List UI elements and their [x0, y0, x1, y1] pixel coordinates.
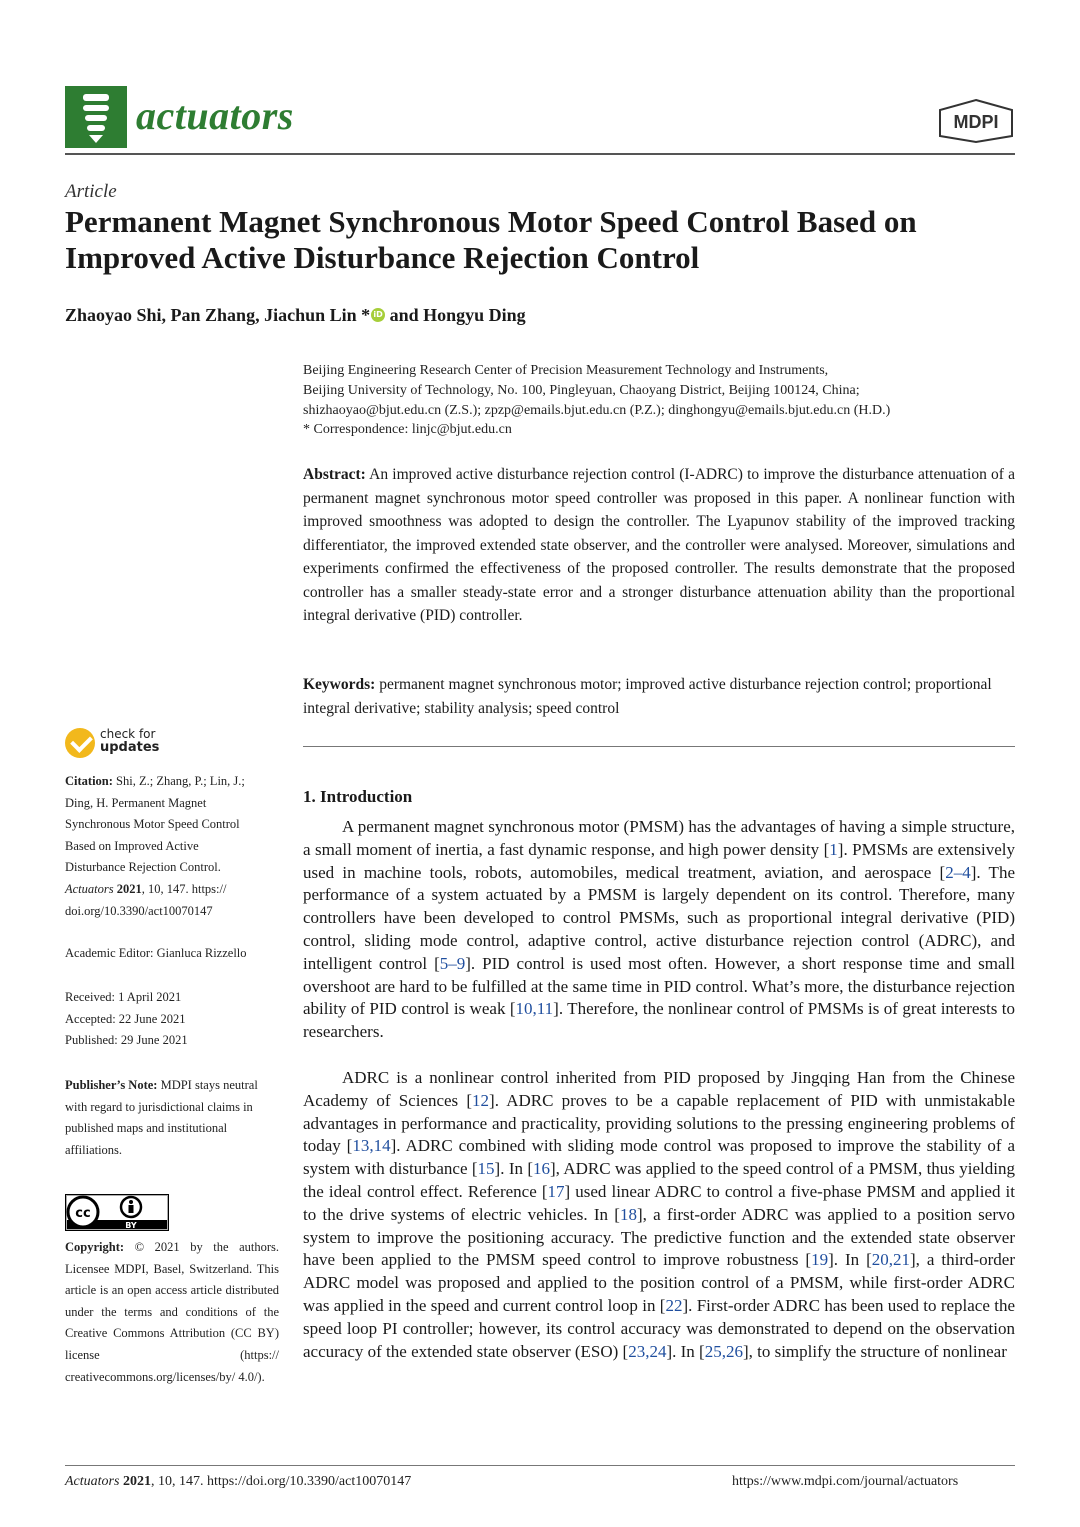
reference-link[interactable]: 10,11 — [515, 999, 554, 1019]
paragraph-text: ]. In [ — [494, 1159, 533, 1179]
footer-journal-link[interactable]: https://www.mdpi.com/journal/actuators — [732, 1474, 959, 1489]
svg-text:BY: BY — [125, 1221, 137, 1230]
journal-logo-icon — [65, 86, 127, 148]
paragraph-text: ]. PMSMs are extensively used in machine tools, robots, automobiles, medical treatment, aviation, and aerospace [ — [303, 839, 1015, 882]
affiliation-line: Beijing Engineering Research Center of Precision Measurement Technology and Instruments, — [303, 363, 829, 378]
reference-link[interactable]: 17 — [547, 1181, 565, 1201]
citation-journal: Actuators — [65, 881, 114, 896]
keywords-text: permanent magnet synchronous motor; improved active disturbance rejection control; proportional integral derivative; stability analysis; speed control — [303, 676, 992, 717]
reference-link[interactable]: 13,14 — [352, 1136, 391, 1156]
intro-paragraph-2 — [303, 1067, 1015, 1363]
citation-doi-link[interactable]: doi.org/10.3390/act10070147 — [65, 903, 213, 918]
svg-text:cc: cc — [75, 1206, 91, 1221]
abstract — [303, 463, 1015, 628]
paragraph-text: ]. First-order ADRC has been used to replace the speed loop PI controller; however, its control accuracy was demonstrated to depend on the observation accuracy of the extended state observer (ESO) [ — [303, 1295, 1015, 1361]
paragraph-text: ], to simplify the structure of nonlinear — [742, 1341, 1007, 1361]
reference-link[interactable]: 5–9 — [439, 953, 466, 973]
section-heading-introduction: 1. Introduction — [303, 787, 413, 806]
paragraph-text: ]. ADRC combined with sliding mode control was proposed to improve the stability of a system with disturbance [ — [303, 1136, 1016, 1179]
cc-by-license-icon[interactable] — [65, 1194, 169, 1231]
paragraph-text: ]. Therefore, the nonlinear control of PMSMs is of great interests to researchers. — [303, 999, 1016, 1042]
authors-text-last: and Hongyu Ding — [385, 305, 526, 325]
received-date: Received: 1 April 2021 — [65, 990, 182, 1004]
header-divider — [65, 153, 1015, 155]
reference-link[interactable]: 18 — [619, 1204, 637, 1224]
reference-link[interactable]: 1 — [829, 839, 838, 859]
citation-label: Citation: — [65, 774, 113, 788]
reference-link[interactable]: 16 — [533, 1159, 550, 1179]
abstract-divider — [303, 746, 1015, 747]
mdpi-logo-text: MDPI — [953, 112, 999, 132]
reference-link[interactable]: 23,24 — [628, 1341, 667, 1361]
reference-link[interactable]: 15 — [477, 1159, 495, 1179]
keywords — [303, 673, 1015, 720]
paragraph-text: ]. ADRC proves to be a capable replacement of PID with unmistakable advantages in performance and practicality, providing solutions to the pressing engineering problems of today [ — [303, 1090, 1015, 1156]
mdpi-logo-icon[interactable] — [936, 98, 1016, 144]
paragraph-text: ], a first-order ADRC was applied to a position servo system to improve the positioning accuracy. The predictive function and the extended state observer have been applied to the PMSM speed control to improve robustness [ — [303, 1204, 1015, 1270]
keywords-label: Keywords: — [303, 676, 376, 693]
footer-divider — [65, 1465, 1015, 1466]
correspondence-line[interactable]: * Correspondence: linjc@bjut.edu.cn — [303, 422, 512, 438]
publication-dates — [65, 987, 279, 1052]
paragraph-text: A permanent magnet synchronous motor (PMSM) has the advantages of having a simple structure, a small moment of inertia, a fast dynamic response, and high power density [ — [303, 817, 1015, 859]
paragraph-text: ]. In [ — [666, 1341, 705, 1361]
intro-paragraph-1 — [303, 816, 1015, 1044]
abstract-label: Abstract: — [303, 466, 366, 483]
paragraph-text: ] used linear ADRC to control a five-phase PMSM and applied it to the drive systems of electric vehicles. In [ — [303, 1181, 1015, 1224]
paper-title: Permanent Magnet Synchronous Motor Speed Control Based on Improved Active Disturbance Rejection Control — [65, 204, 917, 275]
abstract-text: An improved active disturbance rejection control (I-ADRC) to improve the disturbance attenuation of a permanent magnet synchronous motor speed controller was proposed in this paper. A nonlinear function with improved smoothness was adopted to design the controller. The Lyapunov stability of the improved tracking differentiator, the improved extended state observer, and the controller were analysed. Moreover, simulations and experiments confirmed the effectiveness of the proposed controller. The results demonstrate that the proposed controller has a smaller steady-state error and a stronger disturbance attenuation ability than the proportional integral derivative (PID) controller. — [303, 466, 1015, 624]
published-date: Published: 29 June 2021 — [65, 1033, 188, 1048]
reference-link[interactable]: 2–4 — [945, 862, 971, 882]
accepted-date: Accepted: 22 June 2021 — [65, 1011, 186, 1026]
affiliation-emails[interactable]: shizhaoyao@bjut.edu.cn (Z.S.); zpzp@emails.bjut.edu.cn (P.Z.); dinghongyu@emails.bjut.edu.cn (H.D.) — [303, 402, 891, 418]
footer-citation: Actuators 2021, 10, 147. https://doi.org/10.3390/act10070147 — [65, 1474, 412, 1489]
authors-text: Zhaoyao Shi, Pan Zhang, Jiachun Lin * — [65, 305, 371, 325]
paragraph-text: ]. The performance of a system actuated by a PMSM is largely dependent on its control. Therefore, many controllers have been developed to control PMSMs, such as proportional integral derivative (PID) control, sliding mode control, adaptive control, active disturbance rejection control (ADRC), and intelligent control [ — [303, 862, 1015, 973]
paragraph-text: ], ADRC was applied to the speed control of a PMSM, thus yielding the ideal control effect. Reference [ — [303, 1159, 1015, 1201]
paragraph-text: ]. PID control is used most often. However, a short response time and small overshoot are hard to be fulfilled at the same time in PID control. What’s more, the disturbance rejection ability of PID control is weak [ — [303, 953, 1015, 1019]
check-for-updates-button[interactable] — [65, 726, 185, 760]
copyright-notice: Copyright: © 2021 by the authors. Licensee MDPI, Basel, Switzerland. This article is an open access article distributed under the terms and conditions of the Creative Commons Attribution (CC BY) license (https:// creativecommons.org/licenses/by/ 4.0/). — [65, 1240, 279, 1384]
paragraph-text: ], a third-order ADRC model was proposed and applied to the position control of a PMSM, while first-order ADRC was applied in the speed and current control loop in [ — [303, 1250, 1015, 1315]
reference-link[interactable]: 22 — [665, 1295, 683, 1315]
paragraph-text: ]. In [ — [828, 1250, 872, 1270]
checkmark-icon — [65, 728, 95, 758]
reference-link[interactable]: 25,26 — [704, 1341, 743, 1361]
article-type: Article — [65, 181, 117, 202]
affiliation-block — [303, 361, 1015, 440]
academic-editor: Academic Editor: Gianluca Rizzello — [65, 946, 247, 960]
publishers-note: Publisher’s Note: MDPI stays neutral with regard to jurisdictional claims in published maps and institutional affiliations. — [65, 1078, 258, 1157]
author-list — [65, 305, 526, 326]
orcid-icon[interactable]: iD — [371, 308, 385, 322]
reference-link[interactable]: 20,21 — [871, 1250, 910, 1270]
citation-block: Citation: Shi, Z.; Zhang, P.; Lin, J.; Ding, H. Permanent Magnet Synchronous Motor Speed Control Based on Improved Active Disturbance Rejection Control. Actuators 2021, 10, 147. https:// doi.org/10.3390/act10070147 — [65, 771, 279, 922]
check-updates-label: check for updates — [100, 727, 160, 755]
affiliation-line: Beijing University of Technology, No. 100, Pingleyuan, Chaoyang District, Beijing 100124, China; — [303, 382, 860, 398]
reference-link[interactable]: 12 — [472, 1090, 490, 1110]
paragraph-text: ADRC is a nonlinear control inherited from PID proposed by Jingqing Han from the Chinese Academy of Sciences [ — [303, 1068, 1015, 1110]
reference-link[interactable]: 19 — [811, 1250, 829, 1270]
journal-name[interactable]: actuators — [136, 93, 294, 138]
